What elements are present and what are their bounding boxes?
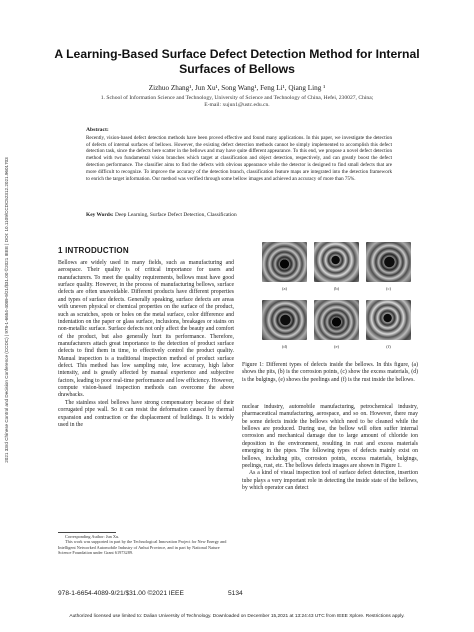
figure-label-b: (b) — [333, 286, 340, 291]
figure-panel-d-image — [262, 300, 307, 340]
figure-panel-c-image — [366, 242, 411, 282]
intro-paragraph-1: Bellows are widely used in many fields, such as manufacturing and aerospace. Their quality is of critical importance for users and manufacturers. To meet the quality requirements, bellows must have good surface quality. However, in the process of manufacturing bellows, surface defects are often unavoidable. Different products have different properties and types of surface defects. Generally speaking, surface defects are areas with uneven physical or chemical properties on the surface of the product, such as scratches, spots or holes on the metal surface, color difference and indentation on the paper or glass surface, inclusions, breakages or stains on non-metallic surface. Surface defects not only affect the beauty and comfort of the product, but also generally hurt its performance. Therefore, manufacturers attach great importance to the detection of product surface defects to find them in time, to effectively control the product quality. Manual inspection is a traditional inspection method of product surface defect. This method has low sampling rate, low accuracy, high labor intensity, and is greatly affected by manual experience and subjective factors, leading to poor real-time performance and low efficiency. However, compute vision-based inspection methods can overcome the above drawbacks. — [58, 260, 234, 399]
figure-label-a: (a) — [281, 286, 288, 291]
left-column — [58, 260, 234, 429]
footer-isbn: 978-1-6654-4089-9/21/$31.00 ©2021 IEEE — [58, 590, 184, 597]
abstract-text: Recently, vision-based defect detection methods have been proved effective and found many applications. In this paper, we investigate the detection of defects of internal surfaces of bellows. However, the existing defect detection methods cannot be simply implemented to accomplish this defect detection task, since the defects here scatter in the bellows and may have quite different appearance. To this end, we propose a novel defect detection method with two fundamental vision branches which target at classification and object detection, respectively, and can greatly boost the defect detection performance. The classifier aims to find the defects with obvious appearance while the detector is designed to find small defects that are more difficult to recognize. To improve the accuracy of the detection branch, classification feature maps are integrated into the detection framework to enrich the target information. Our method was verified through some bellow images and achieved an accuracy of more than 75%. — [86, 134, 392, 182]
keywords-label: Key Words: — [86, 212, 114, 218]
figure-panel-b-image — [314, 242, 359, 282]
right-column — [242, 404, 418, 492]
license-notice: Authorized licensed use limited to: Dalian University of Technology. Downloaded on December 15,2021 at 13:24:43 UTC from IEEE Xplore. Restrictions apply. — [69, 614, 405, 619]
abstract-block — [86, 127, 392, 182]
page-number: 5134 — [228, 590, 243, 597]
figure-label-c: (c) — [385, 286, 392, 291]
affiliation-email: E-mail: xujun1@ustc.edu.cn. — [204, 102, 270, 108]
right-paragraph-2: As a kind of visual inspection tool of surface defect detection, insertion tube plays a very important role in detecting the inside state of the bellows, by which operator can detect — [242, 470, 418, 491]
figure-label-e: (e) — [333, 344, 340, 349]
figure-label-f: (f) — [386, 344, 391, 349]
paper-title — [40, 47, 434, 77]
figure-panel-e-image — [314, 300, 359, 340]
keywords-text: Deep Learning, Surface Defect Detection, Classification — [114, 212, 237, 218]
figure-label-d: (d) — [281, 344, 288, 349]
footnote-divider — [58, 532, 116, 533]
affiliation — [40, 95, 434, 109]
affiliation-line-1: 1. School of Information Science and Technology, University of Science and Technology of China, Hefei, 230027, China; — [100, 95, 374, 101]
figure-panel-a-image — [262, 242, 307, 282]
doi-sidebar-text: 2021 33rd Chinese Control and Decision Conference (CCDC) | 978-1-6654-4089-9/21/$31.00 ©2021 IEEE | DOI: 10.1109/CCDC52312.2021.9601703 — [4, 157, 9, 463]
section-heading-introduction: 1 INTRODUCTION — [58, 246, 129, 255]
right-paragraph-1: nuclear industry, automobile manufacturing, petrochemical industry, pharmaceutical manufacturing, aerospace, and so on. However, there may be some defects inside the bellows which need to be cleaned while the bellows are produced. During use, the bellow will often suffer internal corrosion and mechanical damage due to large amount of chloride ion deposition in the environment, resulting in rust and excess materials emerging in the pipes. The following types of defects mainly exist on bellows, including pits, corrosion points, excess materials, bulgings, peelings, rust, etc. The bellows defects images are shown in Figure 1. — [242, 404, 418, 469]
figure-panel-f-image — [366, 300, 411, 340]
figure-1-caption: Figure 1: Different types of defects inside the bellows. In this figure, (a) shows the pits, (b) is the corrosion points, (c) show the excess materials, (d) is the bulgings, (e) shows the peelings and (f) is the rust inside the bellows. — [242, 362, 418, 383]
footnotes — [58, 534, 234, 556]
doi-sidebar — [1, 30, 13, 590]
figure-1 — [260, 242, 414, 360]
footnote-corresponding-author: Corresponding Author: Jun Xu. — [65, 534, 120, 539]
title-line-2: Surfaces of Bellows — [179, 62, 295, 76]
title-line-1: A Learning-Based Surface Defect Detection Method for Internal — [54, 47, 420, 61]
intro-paragraph-2: The stainless steel bellows have strong compensatory because of their corrugated pipe wall. So it can resist the deformation caused by thermal expansion and contraction or the displacement of buildings. It is widely used in the — [58, 399, 234, 428]
abstract-heading: Abstract: — [86, 127, 109, 133]
author-list: Zizhuo Zhang¹, Jun Xu¹, Song Wang¹, Feng Li¹, Qiang Ling ¹ — [148, 84, 326, 92]
footnote-funding: This work was supported in part by the Technological Innovation Project for New Energy and Intelligent Networked Automobile Industry of Anhui Province, and in part by National Nature Science Foundation under Grant 61973289. — [58, 539, 227, 556]
keywords-block — [86, 212, 392, 219]
